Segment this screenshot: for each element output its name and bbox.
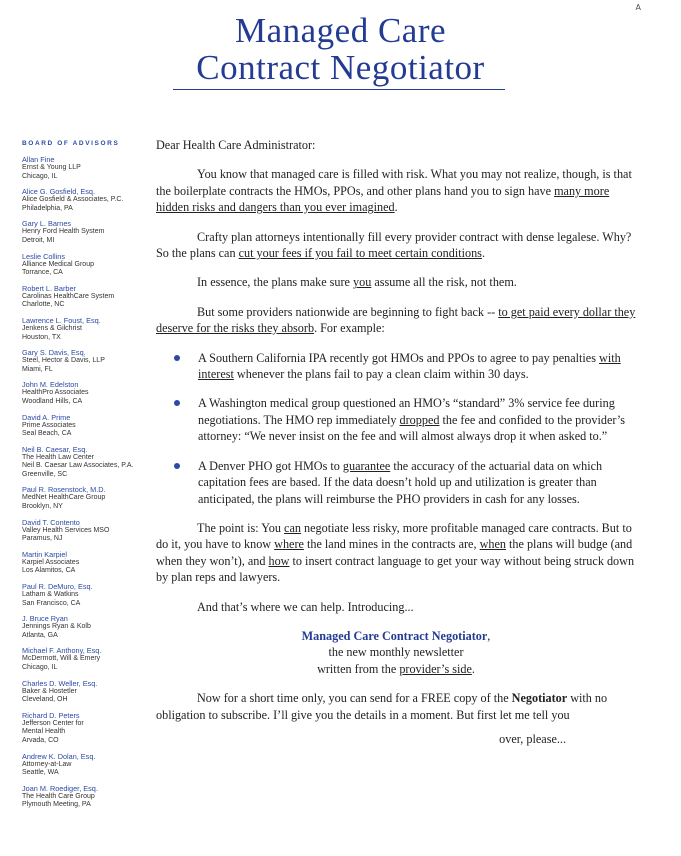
text: The point is: You (197, 520, 285, 535)
text: written from the (317, 661, 400, 676)
newsletter-intro (156, 628, 636, 677)
masthead-line-2: Contract Negotiator (196, 48, 485, 87)
advisor-entry (22, 445, 142, 480)
masthead-line-1: Managed Care (234, 11, 447, 50)
advisor-detail: Paramus, NJ (22, 535, 63, 543)
advisor-detail: Brooklyn, NY (22, 503, 63, 511)
advisor-entry (22, 711, 142, 746)
bullet-icon (174, 463, 180, 469)
letter-body (156, 137, 636, 747)
advisor-entry (22, 219, 142, 245)
underlined-text: to get paid every dollar they deserve for the risks they absorb (156, 304, 636, 336)
underlined-text: where (274, 537, 304, 552)
advisor-name: Charles D. Weller, Esq. (22, 678, 98, 688)
advisor-list (22, 155, 142, 810)
advisor-detail: Atlanta, GA (22, 631, 58, 639)
advisor-name: Paul R. DeMuro, Esq. (22, 582, 93, 592)
advisor-detail: Seal Beach, CA (22, 430, 72, 438)
advisor-detail: Chicago, IL (22, 664, 58, 671)
advisor-name: John M. Edelston (22, 380, 79, 390)
advisor-entry (22, 752, 142, 778)
advisor-entry (22, 582, 142, 608)
advisor-name: Richard D. Peters (22, 710, 80, 720)
advisor-detail: HealthPro Associates (22, 389, 89, 397)
paragraph-1 (156, 166, 636, 215)
advisor-detail: Los Alamitos, CA (22, 567, 76, 575)
text: A Washington medical group questioned an HMO’s “standard” 3% service fee during negotiations. The HMO rep immediately (198, 396, 615, 427)
advisor-name: Allan Fine (22, 155, 55, 164)
advisor-entry (22, 784, 142, 810)
example-item (156, 395, 636, 444)
advisor-detail: Mental Health (22, 728, 66, 736)
advisor-detail: Neil B. Caesar Law Associates, P.A. (22, 462, 134, 470)
paragraph-7 (156, 690, 636, 723)
advisor-detail: Miami, FL (22, 365, 53, 373)
advisor-name: Alice G. Gosfield, Esq. (22, 187, 95, 197)
text: . (481, 246, 485, 261)
paragraph-4 (156, 304, 636, 337)
advisor-entry (22, 413, 142, 439)
text: to insert contract language to get your way without being struck down by plan reps and lawyers. (156, 553, 635, 585)
advisor-detail: Carolinas HealthCare System (22, 292, 115, 300)
advisor-name: Paul R. Rosenstock, M.D. (22, 485, 106, 495)
underlined-text: can (284, 520, 301, 535)
text: assume all the risk, not them. (371, 275, 517, 290)
advisor-detail: Jennings Ryan & Kolb (22, 623, 91, 631)
advisor-detail: Woodland Hills, CA (22, 397, 83, 405)
bold-text: Negotiator (511, 691, 568, 706)
paragraph-3 (156, 274, 636, 290)
underlined-text: you (353, 275, 372, 290)
advisor-detail: Prime Associates (22, 421, 76, 429)
text: A Denver PHO got HMOs to (198, 458, 343, 473)
advisor-name: Robert L. Barber (22, 283, 76, 293)
text: Crafty plan attorneys intentionally fill every provider contract with dense legalese. Why? So the plans can (156, 229, 632, 261)
advisor-detail: Chicago, IL (22, 172, 58, 180)
text: . (394, 200, 398, 215)
paragraph-2 (156, 229, 636, 262)
newsletter-line-3 (156, 661, 636, 677)
board-of-advisors (22, 140, 142, 816)
advisor-entry (22, 252, 142, 278)
underlined-text: cut your fees if you fail to meet certain conditions (238, 246, 482, 261)
advisor-entry (22, 550, 142, 576)
advisor-detail: Detroit, MI (22, 236, 55, 244)
advisor-detail: Jefferson Center for (22, 719, 84, 727)
text: the plans will budge (and when they won’t), and (156, 537, 633, 568)
text: , (487, 628, 491, 643)
advisor-entry (22, 646, 142, 672)
advisor-detail: Henry Ford Health System (22, 228, 105, 236)
advisor-detail: Alliance Medical Group (22, 260, 94, 268)
advisor-detail: Cleveland, OH (22, 696, 68, 704)
advisor-entry (22, 485, 142, 511)
advisor-name: J. Bruce Ryan (22, 614, 68, 624)
underlined-text: provider’s side (399, 661, 472, 676)
advisor-entry (22, 614, 142, 640)
text: with no obligation to subscribe. I’ll give you the details in a moment. But first let me tell you (156, 691, 608, 722)
text: the fee and confided to the provider’s attorney: “We never insist on the fee and will almost always drop it when asked to.” (198, 412, 626, 444)
advisor-name: Lawrence L. Foust, Esq. (22, 315, 101, 325)
example-item (156, 350, 636, 383)
underlined-text: guarantee (342, 458, 391, 473)
bullet-icon (174, 355, 180, 361)
advisor-detail: Charlotte, NC (22, 301, 65, 309)
advisor-entry (22, 187, 142, 213)
advisor-detail: The Health Law Center (22, 453, 94, 461)
text: the land mines in the contracts are, (303, 537, 480, 552)
text: the accuracy of the actuarial data on which capitation fees are based. If the data doesn’t hold up and utilization is greater than anticipated, the plans will reimburse the PHO providers in cash for any losses. (198, 458, 603, 506)
advisor-name: Gary L. Barnes (22, 219, 72, 229)
text: Now for a short time only, you can send for a FREE copy of the (197, 691, 512, 706)
advisor-name: David A. Prime (22, 412, 71, 422)
masthead-rule (173, 89, 505, 90)
board-heading: BOARD OF ADVISORS (22, 140, 120, 147)
advisor-entry (22, 316, 142, 342)
text: whenever the plans fail to pay a clean claim within 30 days. (233, 367, 529, 382)
advisor-detail: Latham & Watkins (22, 591, 79, 599)
advisor-entry (22, 155, 142, 181)
advisor-detail: Ernst & Young LLP (22, 164, 81, 171)
advisor-name: Gary S. Davis, Esq. (22, 348, 86, 358)
advisor-detail: Arvada, CO (22, 736, 59, 744)
newsletter-name-line (156, 628, 636, 644)
advisor-detail: Seattle, WA (22, 769, 59, 777)
text: In essence, the plans make sure (197, 275, 354, 290)
underlined-text: dropped (399, 412, 440, 427)
advisor-name: Martin Karpiel (22, 549, 68, 559)
advisor-detail: MedNet HealthCare Group (22, 494, 106, 502)
advisor-detail: The Health Care Group (22, 792, 95, 800)
advisor-detail: Torrance, CA (22, 269, 63, 277)
text: But some providers nationwide are beginning to fight back -- (197, 304, 499, 319)
advisor-entry (22, 284, 142, 310)
advisor-name: Andrew K. Dolan, Esq. (22, 751, 96, 761)
advisor-name: Leslie Collins (22, 251, 65, 261)
newsletter-name: Managed Care Contract Negotiator (301, 628, 488, 643)
text: A Southern California IPA recently got HMOs and PPOs to agree to pay penalties (198, 350, 600, 365)
bullet-icon (174, 400, 180, 406)
advisor-name: David T. Contento (22, 517, 80, 527)
text: . For example: (314, 321, 385, 336)
advisor-detail: Alice Gosfield & Associates, P.C. (22, 196, 124, 204)
paragraph-6: And that’s where we can help. Introducing... (197, 599, 414, 614)
advisor-detail: Valley Health Services MSO (22, 526, 110, 534)
advisor-detail: Baker & Hostetler (22, 687, 77, 695)
underlined-text: many more hidden risks and dangers than you ever imagined (156, 183, 610, 215)
closing-over-please: over, please... (499, 731, 566, 746)
advisor-detail: Plymouth Meeting, PA (22, 801, 91, 809)
underlined-text: how (268, 553, 290, 568)
text: . (471, 661, 475, 676)
paragraph-5 (156, 520, 636, 586)
advisor-entry (22, 348, 142, 374)
example-item (156, 458, 636, 507)
advisor-detail: Houston, TX (22, 333, 61, 341)
advisor-detail: Steel, Hector & Davis, LLP (22, 357, 105, 365)
advisor-name: Michael F. Anthony, Esq. (22, 646, 102, 656)
advisor-entry (22, 518, 142, 544)
advisor-entry (22, 679, 142, 705)
underlined-text: when (479, 537, 506, 552)
advisor-detail: San Francisco, CA (22, 599, 81, 607)
advisor-detail: Karpiel Associates (22, 558, 80, 566)
corner-mark: A (635, 3, 641, 12)
salutation: Dear Health Care Administrator: (156, 138, 316, 152)
advisor-name: Neil B. Caesar, Esq. (22, 444, 88, 454)
masthead (0, 12, 681, 86)
text: negotiate less risky, more profitable managed care contracts. But to do it, you have to know (156, 520, 632, 552)
advisor-detail: Greenville, SC (22, 470, 68, 478)
example-list (156, 350, 636, 507)
advisor-detail: McDermott, Will & Emery (22, 655, 101, 663)
text: You know that managed care is filled with risk. What you may not realize, though, is that the boilerplate contracts the HMOs, PPOs, and other plans hand you to sign have (156, 167, 632, 198)
advisor-detail: Jenkens & Gilchrist (22, 324, 82, 332)
underlined-text: with interest (198, 350, 621, 382)
advisor-detail: Attorney-at-Law (22, 760, 72, 768)
advisor-name: Joan M. Roediger, Esq. (22, 783, 98, 793)
newsletter-line-2: the new monthly newsletter (328, 645, 464, 660)
advisor-entry (22, 380, 142, 406)
advisor-detail: Philadelphia, PA (22, 204, 73, 212)
